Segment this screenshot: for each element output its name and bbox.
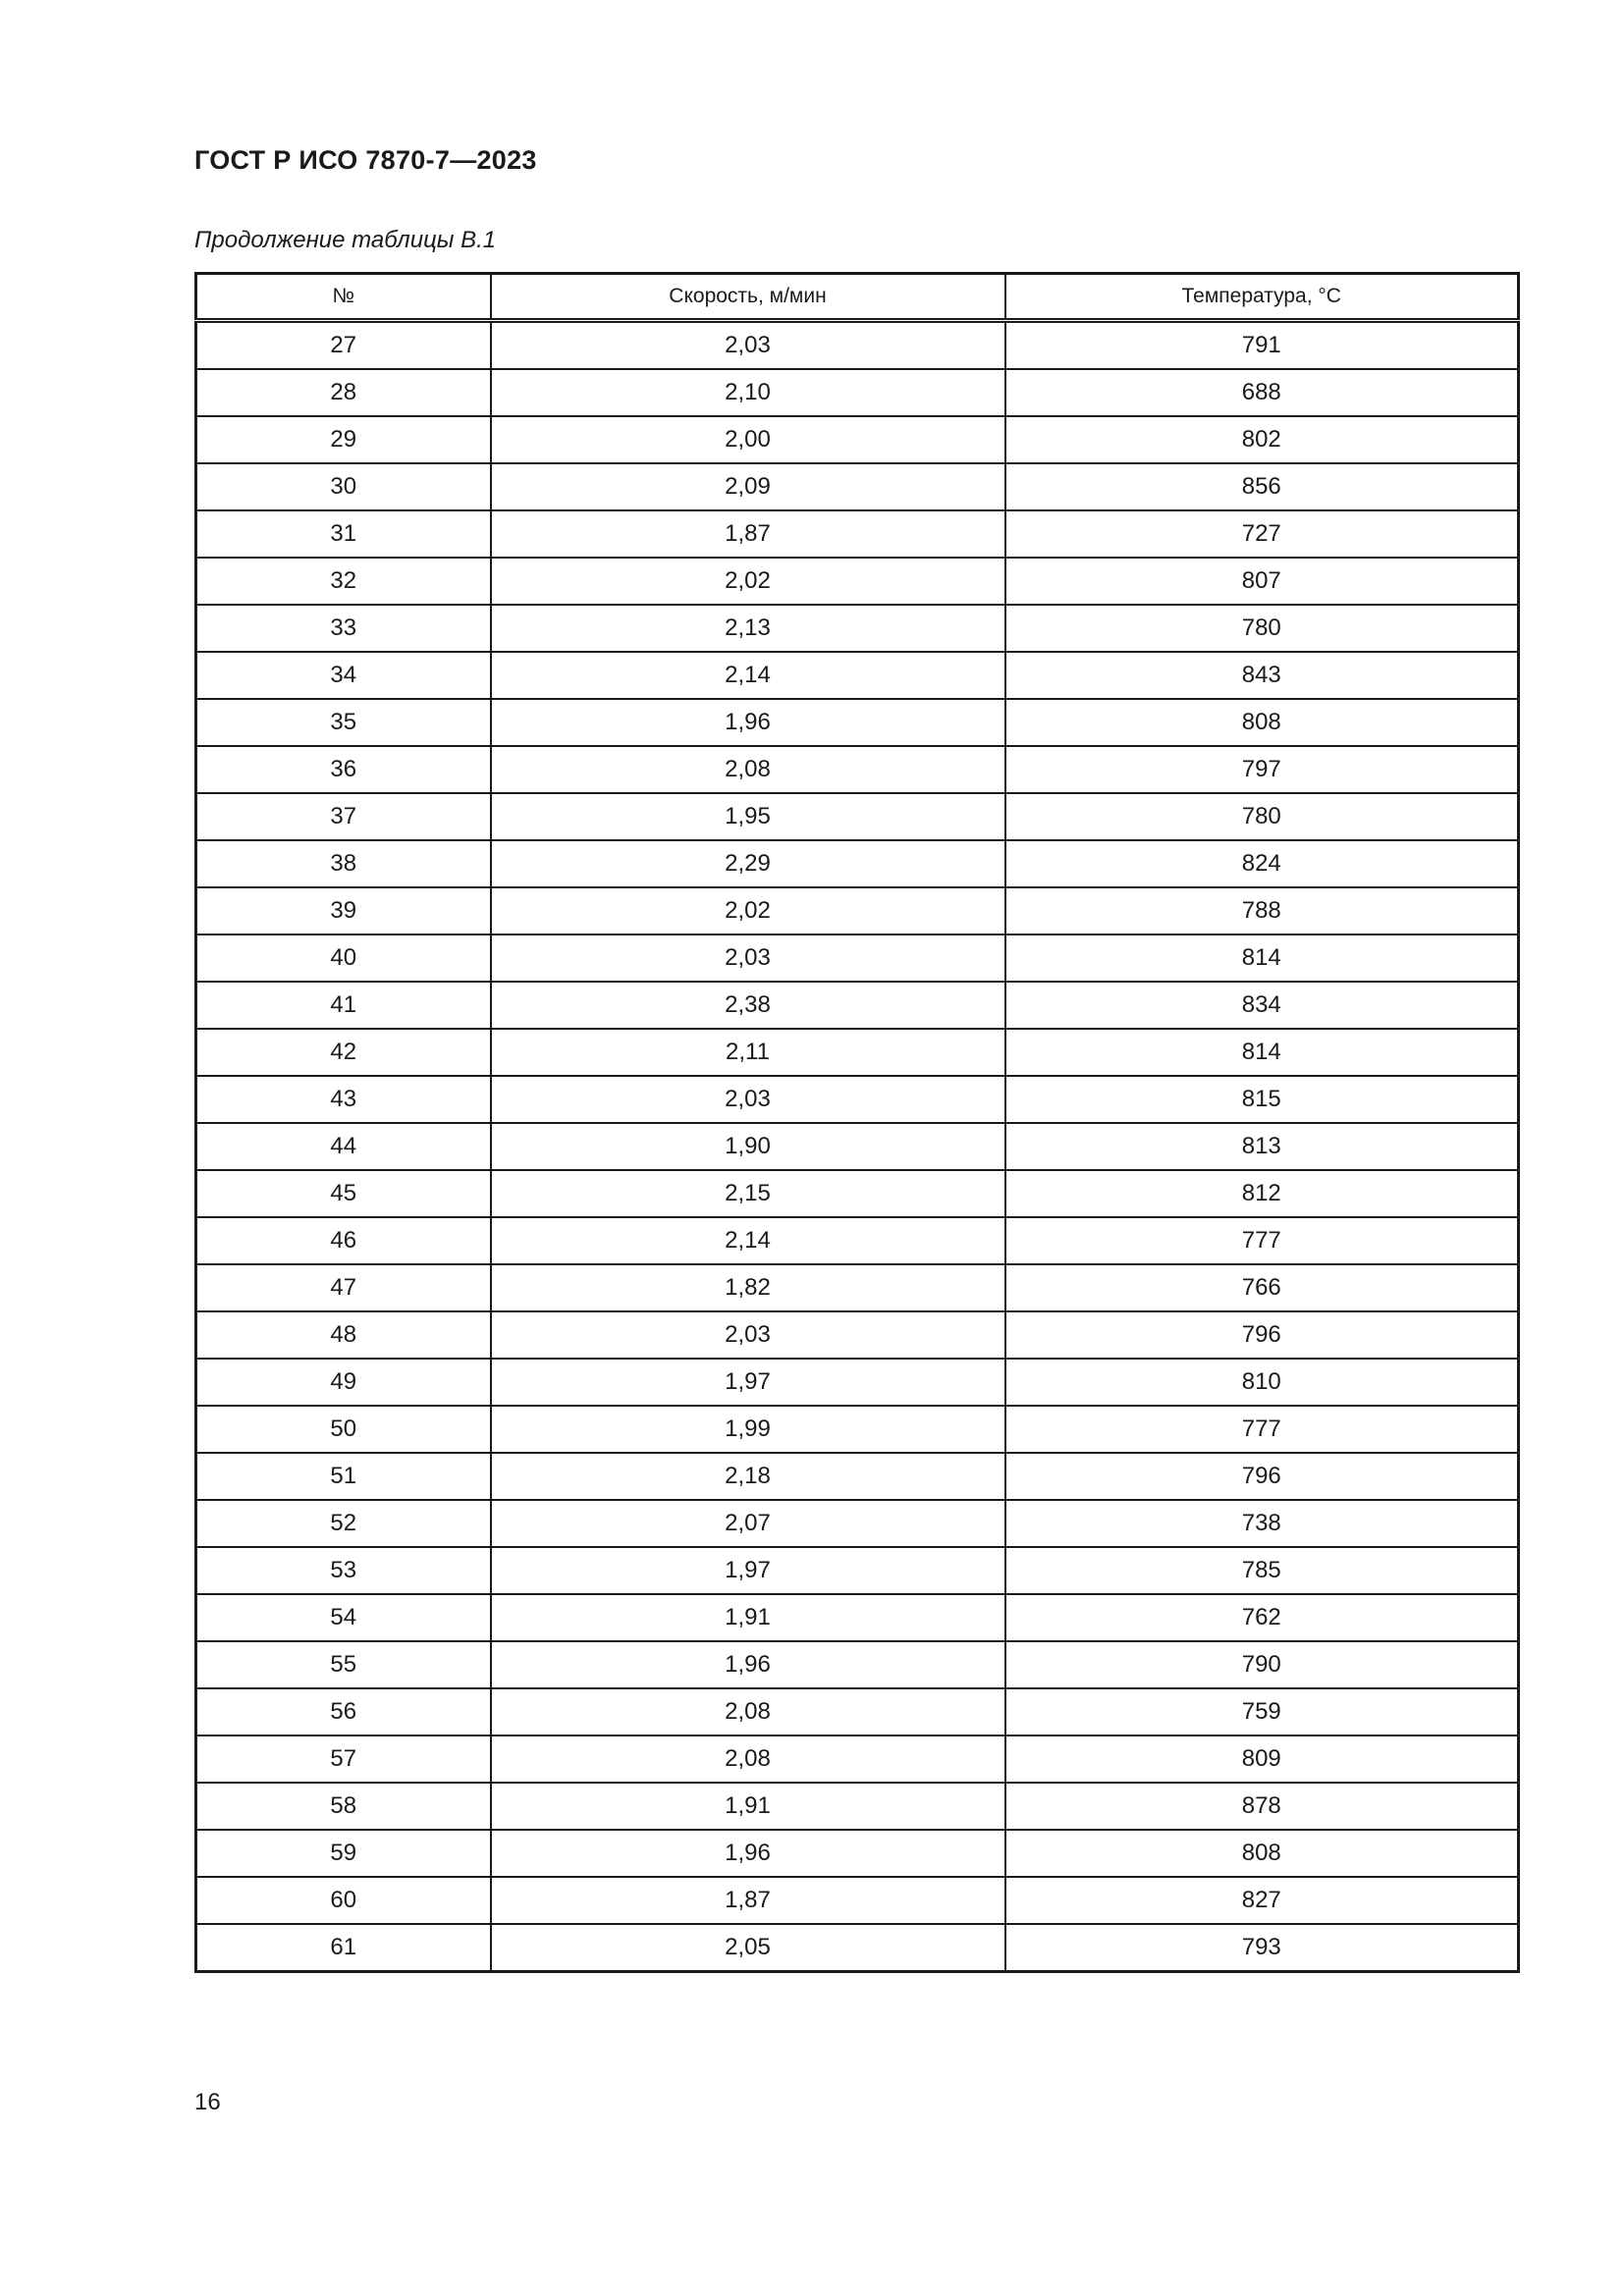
cell-number: 41 <box>196 982 491 1029</box>
cell-number: 39 <box>196 887 491 934</box>
table-row <box>196 1594 1519 1641</box>
cell-number: 38 <box>196 840 491 887</box>
cell-speed: 2,29 <box>491 840 1005 887</box>
cell-number: 46 <box>196 1217 491 1264</box>
table-row <box>196 1830 1519 1877</box>
cell-number: 58 <box>196 1783 491 1830</box>
cell-number: 36 <box>196 746 491 793</box>
cell-number: 42 <box>196 1029 491 1076</box>
cell-number: 51 <box>196 1453 491 1500</box>
cell-speed: 1,99 <box>491 1406 1005 1453</box>
header-row <box>196 274 1519 321</box>
cell-number: 34 <box>196 652 491 699</box>
cell-speed: 2,07 <box>491 1500 1005 1547</box>
cell-temperature: 812 <box>1005 1170 1519 1217</box>
cell-temperature: 785 <box>1005 1547 1519 1594</box>
cell-number: 57 <box>196 1735 491 1783</box>
table-row <box>196 1500 1519 1547</box>
cell-number: 59 <box>196 1830 491 1877</box>
cell-number: 44 <box>196 1123 491 1170</box>
table-row <box>196 1924 1519 1972</box>
cell-temperature: 827 <box>1005 1877 1519 1924</box>
cell-speed: 1,97 <box>491 1359 1005 1406</box>
column-header-number: № <box>196 274 491 321</box>
table-row <box>196 1783 1519 1830</box>
cell-temperature: 766 <box>1005 1264 1519 1311</box>
table-row <box>196 1123 1519 1170</box>
table-row <box>196 1688 1519 1735</box>
cell-temperature: 796 <box>1005 1311 1519 1359</box>
cell-speed: 2,00 <box>491 416 1005 463</box>
cell-speed: 2,02 <box>491 558 1005 605</box>
table-row <box>196 982 1519 1029</box>
cell-number: 40 <box>196 934 491 982</box>
cell-speed: 2,14 <box>491 652 1005 699</box>
cell-temperature: 777 <box>1005 1406 1519 1453</box>
column-header-temperature: Температура, °С <box>1005 274 1519 321</box>
table-row <box>196 793 1519 840</box>
cell-speed: 1,90 <box>491 1123 1005 1170</box>
cell-temperature: 738 <box>1005 1500 1519 1547</box>
cell-temperature: 807 <box>1005 558 1519 605</box>
cell-temperature: 790 <box>1005 1641 1519 1688</box>
cell-temperature: 777 <box>1005 1217 1519 1264</box>
data-table <box>194 272 1520 1973</box>
cell-speed: 2,13 <box>491 605 1005 652</box>
table-row <box>196 1217 1519 1264</box>
cell-speed: 2,08 <box>491 746 1005 793</box>
table-row <box>196 1877 1519 1924</box>
cell-temperature: 793 <box>1005 1924 1519 1972</box>
cell-speed: 1,91 <box>491 1783 1005 1830</box>
cell-speed: 1,82 <box>491 1264 1005 1311</box>
cell-temperature: 788 <box>1005 887 1519 934</box>
table-row <box>196 1311 1519 1359</box>
cell-number: 29 <box>196 416 491 463</box>
cell-temperature: 802 <box>1005 416 1519 463</box>
cell-speed: 2,11 <box>491 1029 1005 1076</box>
table-row <box>196 746 1519 793</box>
column-header-speed: Скорость, м/мин <box>491 274 1005 321</box>
cell-speed: 2,05 <box>491 1924 1005 1972</box>
cell-speed: 1,97 <box>491 1547 1005 1594</box>
cell-number: 53 <box>196 1547 491 1594</box>
table-row <box>196 934 1519 982</box>
cell-speed: 2,38 <box>491 982 1005 1029</box>
cell-number: 49 <box>196 1359 491 1406</box>
cell-speed: 2,03 <box>491 934 1005 982</box>
cell-speed: 1,87 <box>491 1877 1005 1924</box>
cell-speed: 2,14 <box>491 1217 1005 1264</box>
cell-speed: 1,96 <box>491 699 1005 746</box>
table-row <box>196 1453 1519 1500</box>
cell-speed: 2,15 <box>491 1170 1005 1217</box>
cell-speed: 1,91 <box>491 1594 1005 1641</box>
cell-temperature: 797 <box>1005 746 1519 793</box>
table-row <box>196 1359 1519 1406</box>
table-row <box>196 510 1519 558</box>
cell-speed: 2,08 <box>491 1735 1005 1783</box>
cell-speed: 2,08 <box>491 1688 1005 1735</box>
table-row <box>196 840 1519 887</box>
table-header <box>196 274 1519 321</box>
table-row <box>196 887 1519 934</box>
cell-speed: 1,95 <box>491 793 1005 840</box>
cell-number: 27 <box>196 321 491 370</box>
cell-temperature: 815 <box>1005 1076 1519 1123</box>
cell-number: 50 <box>196 1406 491 1453</box>
page-number: 16 <box>194 2089 221 2115</box>
cell-number: 37 <box>196 793 491 840</box>
table-row <box>196 1406 1519 1453</box>
table-row <box>196 1735 1519 1783</box>
cell-speed: 2,10 <box>491 369 1005 416</box>
cell-speed: 1,87 <box>491 510 1005 558</box>
table-row <box>196 1264 1519 1311</box>
cell-number: 55 <box>196 1641 491 1688</box>
cell-temperature: 810 <box>1005 1359 1519 1406</box>
table-row <box>196 416 1519 463</box>
table-row <box>196 652 1519 699</box>
cell-number: 52 <box>196 1500 491 1547</box>
cell-temperature: 809 <box>1005 1735 1519 1783</box>
cell-number: 32 <box>196 558 491 605</box>
cell-number: 30 <box>196 463 491 510</box>
table-row <box>196 1076 1519 1123</box>
cell-number: 45 <box>196 1170 491 1217</box>
cell-temperature: 780 <box>1005 793 1519 840</box>
table-caption: Продолжение таблицы В.1 <box>194 227 497 253</box>
table-row <box>196 699 1519 746</box>
cell-temperature: 796 <box>1005 1453 1519 1500</box>
cell-temperature: 808 <box>1005 699 1519 746</box>
table-row <box>196 321 1519 370</box>
cell-temperature: 808 <box>1005 1830 1519 1877</box>
cell-number: 43 <box>196 1076 491 1123</box>
cell-number: 47 <box>196 1264 491 1311</box>
table-row <box>196 605 1519 652</box>
cell-number: 56 <box>196 1688 491 1735</box>
cell-temperature: 759 <box>1005 1688 1519 1735</box>
cell-speed: 2,03 <box>491 1076 1005 1123</box>
cell-speed: 1,96 <box>491 1830 1005 1877</box>
cell-speed: 2,09 <box>491 463 1005 510</box>
cell-temperature: 856 <box>1005 463 1519 510</box>
cell-temperature: 843 <box>1005 652 1519 699</box>
document-code: ГОСТ Р ИСО 7870-7—2023 <box>194 145 537 175</box>
table-row <box>196 558 1519 605</box>
cell-temperature: 813 <box>1005 1123 1519 1170</box>
cell-number: 31 <box>196 510 491 558</box>
cell-temperature: 727 <box>1005 510 1519 558</box>
table-body <box>196 321 1519 1972</box>
table-row <box>196 369 1519 416</box>
cell-temperature: 824 <box>1005 840 1519 887</box>
cell-temperature: 688 <box>1005 369 1519 416</box>
cell-number: 61 <box>196 1924 491 1972</box>
cell-speed: 1,96 <box>491 1641 1005 1688</box>
cell-speed: 2,03 <box>491 321 1005 370</box>
cell-number: 28 <box>196 369 491 416</box>
cell-temperature: 791 <box>1005 321 1519 370</box>
cell-number: 60 <box>196 1877 491 1924</box>
cell-speed: 2,03 <box>491 1311 1005 1359</box>
cell-number: 48 <box>196 1311 491 1359</box>
cell-temperature: 780 <box>1005 605 1519 652</box>
cell-speed: 2,02 <box>491 887 1005 934</box>
cell-number: 54 <box>196 1594 491 1641</box>
table-row <box>196 1170 1519 1217</box>
table-row <box>196 463 1519 510</box>
cell-number: 35 <box>196 699 491 746</box>
table-row <box>196 1029 1519 1076</box>
cell-speed: 2,18 <box>491 1453 1005 1500</box>
cell-temperature: 834 <box>1005 982 1519 1029</box>
cell-temperature: 814 <box>1005 1029 1519 1076</box>
table-row <box>196 1547 1519 1594</box>
cell-number: 33 <box>196 605 491 652</box>
cell-temperature: 814 <box>1005 934 1519 982</box>
cell-temperature: 762 <box>1005 1594 1519 1641</box>
cell-temperature: 878 <box>1005 1783 1519 1830</box>
table-row <box>196 1641 1519 1688</box>
